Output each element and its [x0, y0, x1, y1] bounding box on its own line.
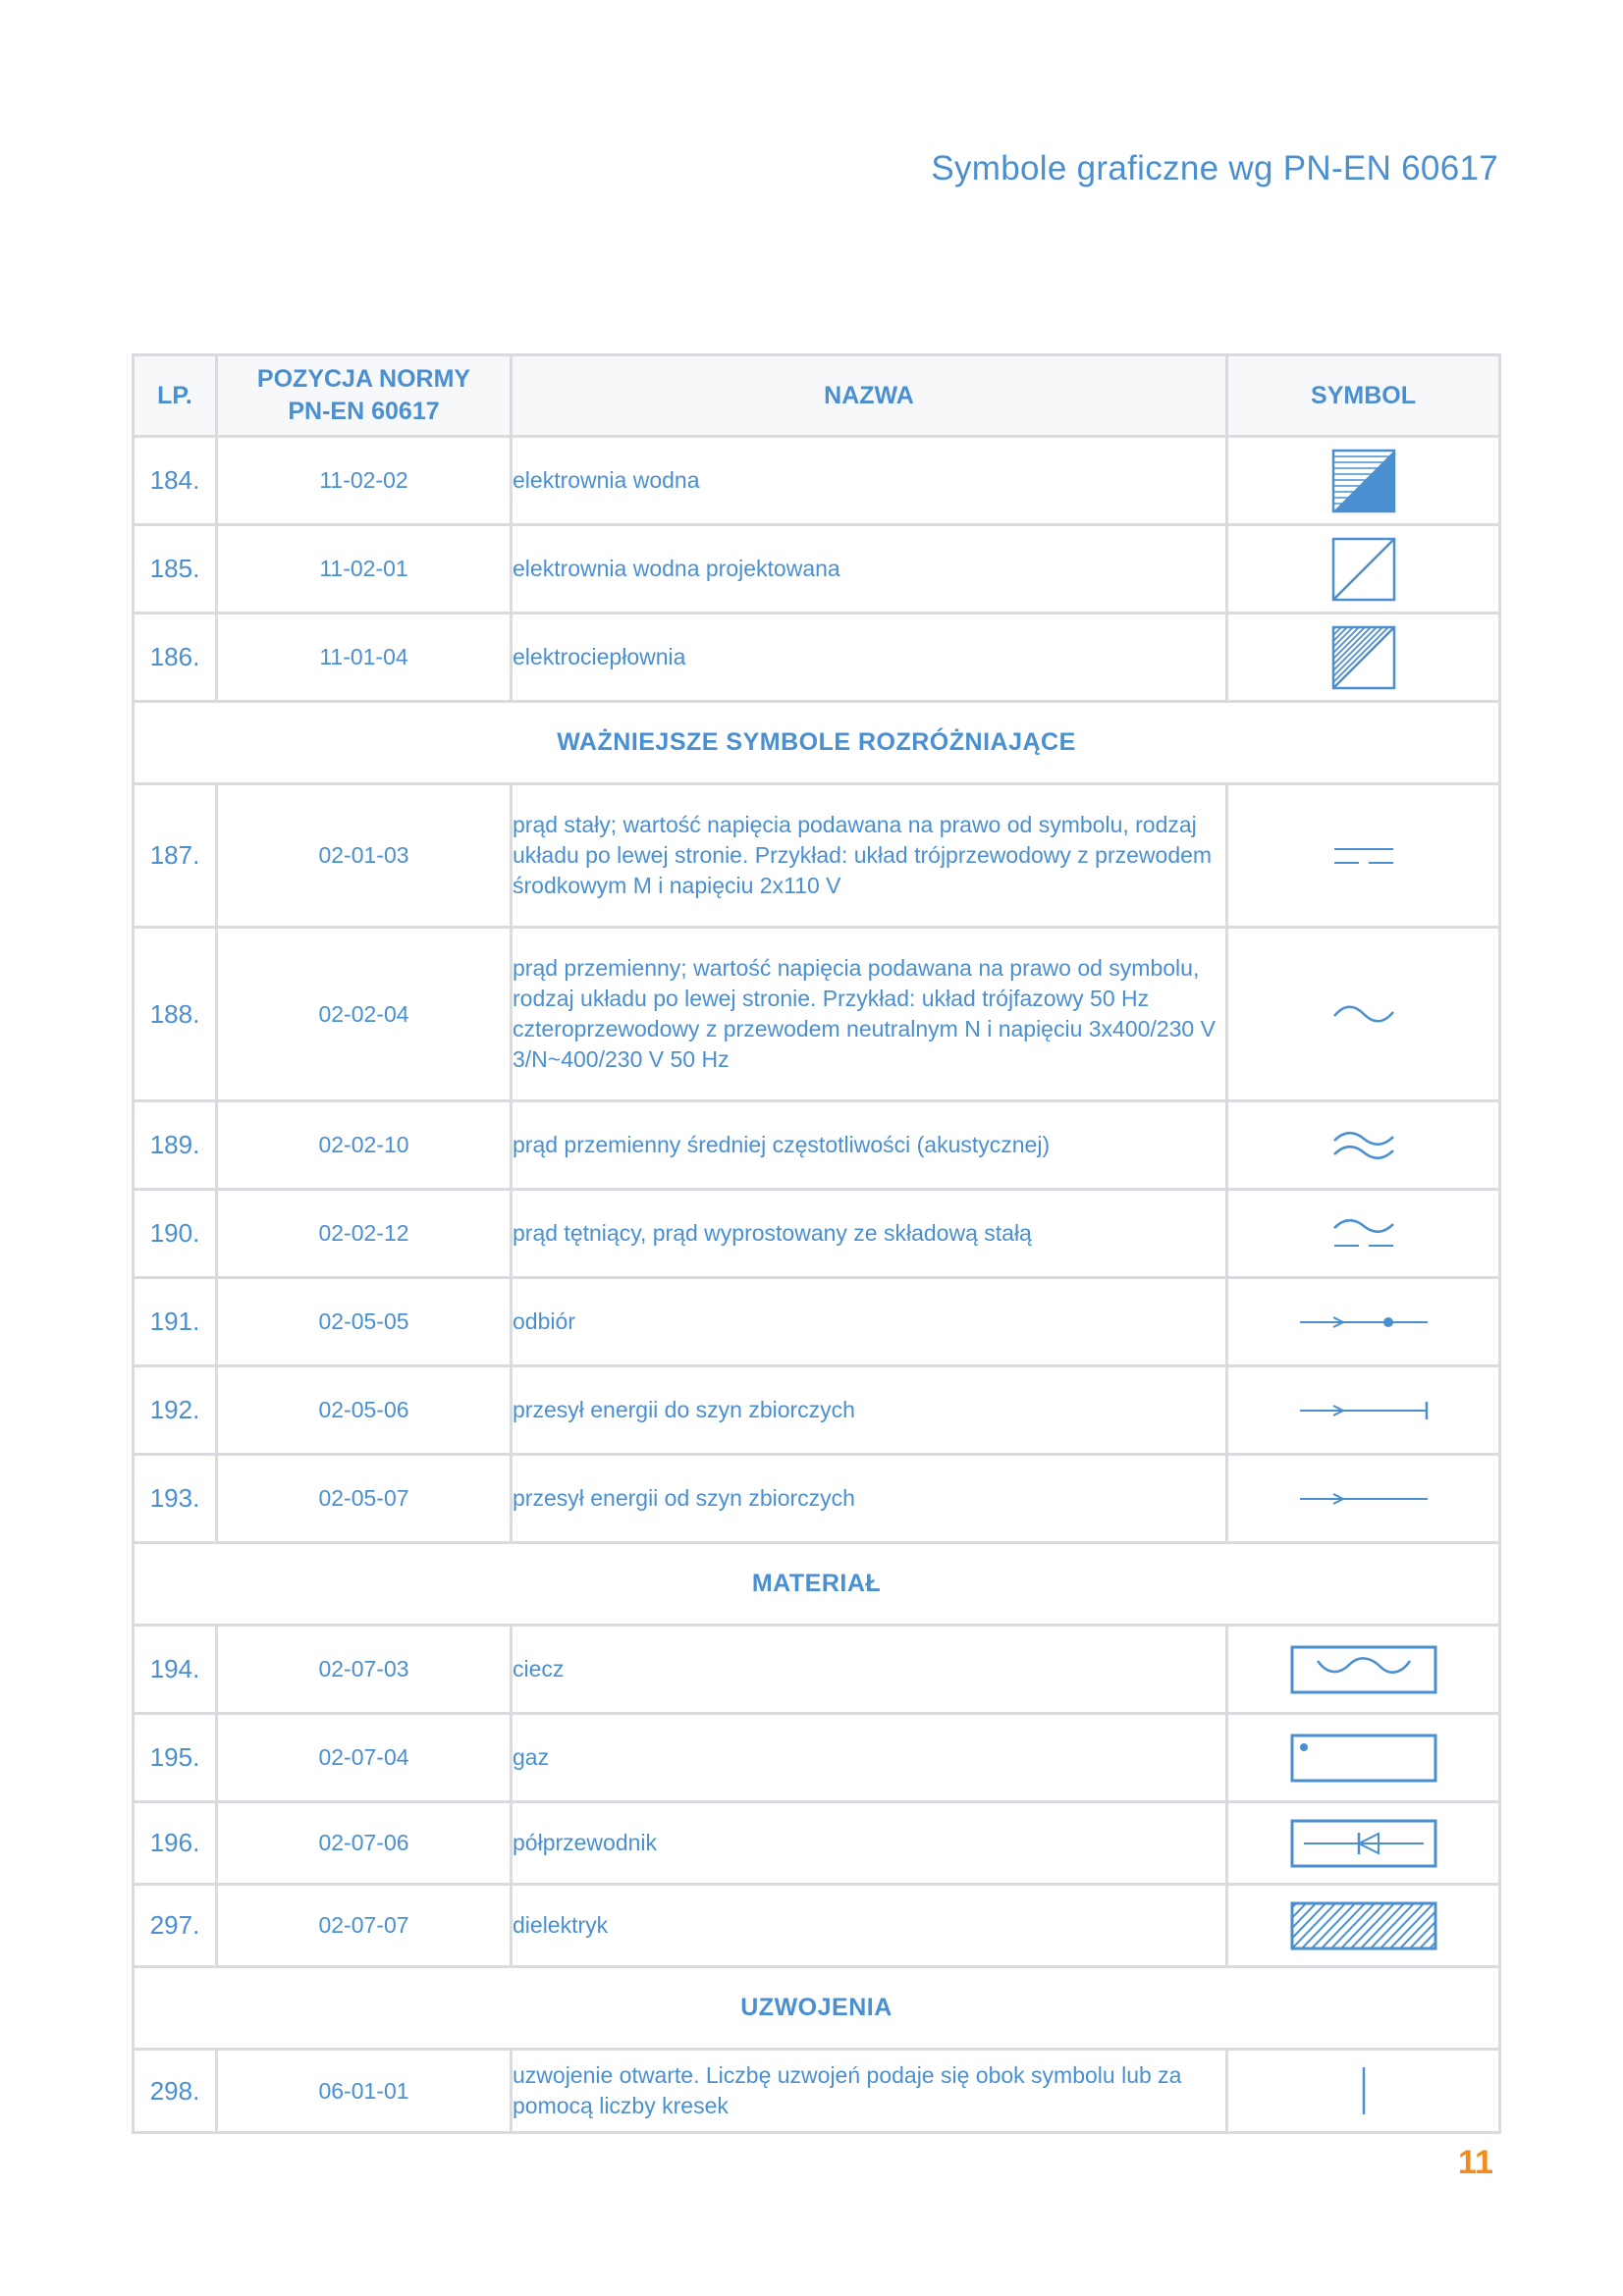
header-name: NAZWA: [512, 355, 1227, 437]
row-position: 02-02-12: [217, 1190, 512, 1278]
row-name: prąd tętniący, prąd wyprostowany ze składową stałą: [512, 1190, 1227, 1278]
transmission-from-busbar-icon: [1298, 1489, 1430, 1509]
row-lp: 188.: [134, 928, 217, 1101]
transmission-to-busbar-icon: [1298, 1399, 1430, 1422]
gas-icon: [1290, 1734, 1437, 1783]
row-lp: 184.: [134, 437, 217, 525]
table-row: [134, 2050, 1500, 2133]
row-lp: 192.: [134, 1366, 217, 1455]
row-name: uzwojenie otwarte. Liczbę uzwojeń podaje się obok symbolu lub za pomocą liczby kresek: [512, 2050, 1227, 2133]
row-name: odbiór: [512, 1278, 1227, 1366]
reception-icon: [1298, 1312, 1430, 1332]
table-row: [134, 525, 1500, 614]
row-name: przesył energii do szyn zbiorczych: [512, 1366, 1227, 1455]
row-name: dielektryk: [512, 1885, 1227, 1967]
symbols-table: [132, 353, 1501, 2134]
header-position-line1: POZYCJA NORMY: [256, 365, 471, 393]
row-position: 11-02-02: [217, 437, 512, 525]
liquid-icon: [1290, 1645, 1437, 1694]
header-lp: LP.: [134, 355, 217, 437]
row-lp: 195.: [134, 1714, 217, 1802]
row-position: 02-07-06: [217, 1802, 512, 1885]
open-winding-icon: [1359, 2065, 1369, 2116]
row-name: prąd przemienny średniej częstotliwości (akustycznej): [512, 1101, 1227, 1190]
table-row: [134, 1278, 1500, 1366]
row-name: prąd stały; wartość napięcia podawana na prawo od symbolu, rodzaj układu po lewej stronie. Przykład: układ trójprzewodowy z przewodem środkowym M i napięciu 2x110 V: [512, 784, 1227, 928]
row-position: 02-07-07: [217, 1885, 512, 1967]
row-lp: 194.: [134, 1626, 217, 1714]
table-row: [134, 1366, 1500, 1455]
header-symbol: SYMBOL: [1227, 355, 1500, 437]
section-row: [134, 1543, 1500, 1626]
header-position-line2: PN-EN 60617: [288, 398, 440, 425]
row-name: prąd przemienny; wartość napięcia podawana na prawo od symbolu, rodzaj układu po lewej stronie. Przykład: układ trójfazowy 50 Hz czteroprzewodowy z przewodem neutralnym N i napięciu 3x400/230 V 3/N~400/230 V 50 Hz: [512, 928, 1227, 1101]
dielectric-icon: [1290, 1901, 1437, 1950]
row-position: 02-07-04: [217, 1714, 512, 1802]
table-row: [134, 1455, 1500, 1543]
table-row: [134, 1190, 1500, 1278]
row-position: 02-05-07: [217, 1455, 512, 1543]
section-heading-windings: UZWOJENIA: [134, 1967, 1500, 2050]
semiconductor-icon: [1290, 1819, 1437, 1868]
row-lp: 298.: [134, 2050, 217, 2133]
row-name: elektrociepłownia: [512, 614, 1227, 702]
row-name: półprzewodnik: [512, 1802, 1227, 1885]
row-position: 02-07-03: [217, 1626, 512, 1714]
chp-plant-icon: [1331, 625, 1396, 690]
section-row: [134, 702, 1500, 784]
table-row: [134, 784, 1500, 928]
table-row: [134, 1885, 1500, 1967]
table-row: [134, 437, 1500, 525]
hydro-plant-icon: [1331, 449, 1396, 513]
row-name: elektrownia wodna projektowana: [512, 525, 1227, 614]
row-position: 02-02-04: [217, 928, 512, 1101]
medium-frequency-ac-icon: [1332, 1129, 1395, 1162]
alternating-current-icon: [1332, 1002, 1395, 1026]
table-row: [134, 1802, 1500, 1885]
row-lp: 186.: [134, 614, 217, 702]
row-name: ciecz: [512, 1626, 1227, 1714]
row-name: przesył energii od szyn zbiorczych: [512, 1455, 1227, 1543]
row-lp: 187.: [134, 784, 217, 928]
pulsating-current-icon: [1332, 1216, 1395, 1252]
row-position: 06-01-01: [217, 2050, 512, 2133]
row-position: 11-02-01: [217, 525, 512, 614]
section-heading-material: MATERIAŁ: [134, 1543, 1500, 1626]
row-position: 11-01-04: [217, 614, 512, 702]
row-lp: 196.: [134, 1802, 217, 1885]
row-position: 02-05-05: [217, 1278, 512, 1366]
table-row: [134, 614, 1500, 702]
row-lp: 191.: [134, 1278, 217, 1366]
row-name: elektrownia wodna: [512, 437, 1227, 525]
row-lp: 193.: [134, 1455, 217, 1543]
table-row: [134, 1101, 1500, 1190]
section-heading-distinguishing: WAŻNIEJSZE SYMBOLE ROZRÓŻNIAJĄCE: [134, 702, 1500, 784]
table-row: [134, 928, 1500, 1101]
table-row: [134, 1714, 1500, 1802]
row-lp: 189.: [134, 1101, 217, 1190]
header-position: [217, 355, 512, 437]
row-lp: 190.: [134, 1190, 217, 1278]
table-header-row: [134, 355, 1500, 437]
hydro-plant-planned-icon: [1331, 537, 1396, 602]
row-lp: 185.: [134, 525, 217, 614]
row-position: 02-05-06: [217, 1366, 512, 1455]
section-row: [134, 1967, 1500, 2050]
row-position: 02-01-03: [217, 784, 512, 928]
page-number: 11: [1458, 2144, 1493, 2181]
row-lp: 297.: [134, 1885, 217, 1967]
table-row: [134, 1626, 1500, 1714]
direct-current-icon: [1332, 844, 1395, 868]
row-position: 02-02-10: [217, 1101, 512, 1190]
row-name: gaz: [512, 1714, 1227, 1802]
page-title: Symbole graficzne wg PN-EN 60617: [931, 149, 1498, 187]
